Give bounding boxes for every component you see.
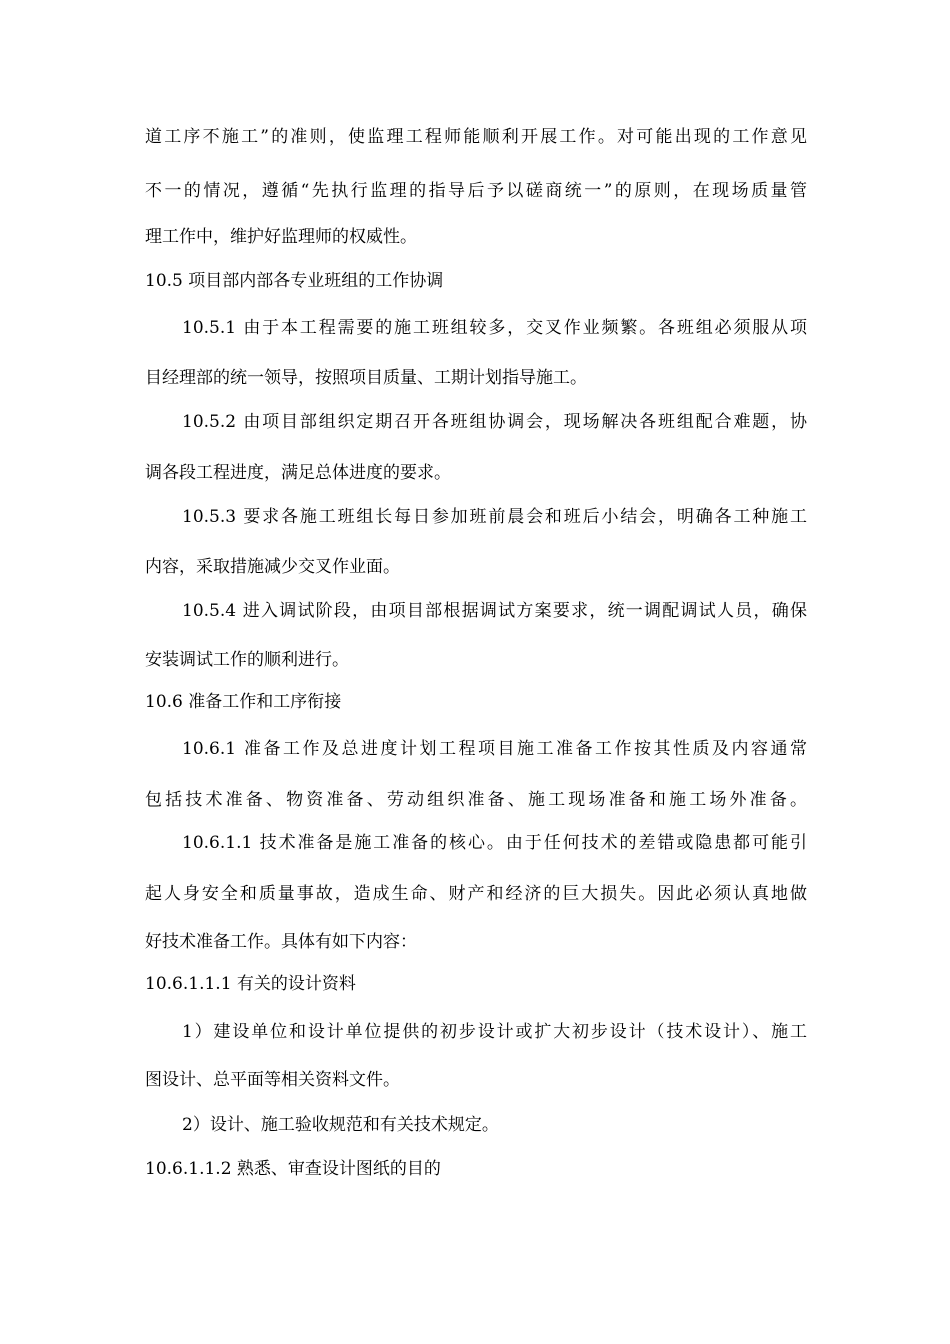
- section-heading: 10.6 准备工作和工序衔接: [145, 692, 342, 712]
- list-item: 1）建设单位和设计单位提供的初步设计或扩大初步设计（技术设计）、施工: [182, 1022, 807, 1042]
- body-line: 道工序不施工”的准则，使监理工程师能顺利开展工作。对可能出现的工作意见: [145, 127, 807, 147]
- body-line: 10.5.3 要求各施工班组长每日参加班前晨会和班后小结会，明确各工种施工: [182, 507, 807, 527]
- body-line: 10.6.1.1 技术准备是施工准备的核心。由于任何技术的差错或隐患都可能引: [182, 833, 807, 853]
- body-line: 内容，采取措施减少交叉作业面。: [145, 557, 400, 577]
- list-item: 2）设计、施工验收规范和有关技术规定。: [182, 1115, 499, 1135]
- body-line: 好技术准备工作。具体有如下内容：: [145, 932, 417, 952]
- body-line: 目经理部的统一领导，按照项目质量、工期计划指导施工。: [145, 368, 587, 388]
- body-line: 安装调试工作的顺利进行。: [145, 650, 349, 670]
- body-line: 10.6.1 准备工作及总进度计划工程项目施工准备工作按其性质及内容通常: [182, 739, 807, 759]
- body-line: 10.5.1 由于本工程需要的施工班组较多，交叉作业频繁。各班组必须服从项: [182, 318, 807, 338]
- body-line: 起人身安全和质量事故，造成生命、财产和经济的巨大损失。因此必须认真地做: [145, 884, 807, 904]
- body-line: 理工作中，维护好监理师的权威性。: [145, 227, 417, 247]
- body-line: 包括技术准备、物资准备、劳动组织准备、施工现场准备和施工场外准备。: [145, 790, 807, 810]
- body-line: 不一的情况，遵循“先执行监理的指导后予以磋商统一”的原则，在现场质量管: [145, 181, 807, 201]
- body-line: 10.5.2 由项目部组织定期召开各班组协调会，现场解决各班组配合难题，协: [182, 412, 807, 432]
- list-item: 图设计、总平面等相关资料文件。: [145, 1070, 400, 1090]
- subsection-heading: 10.6.1.1.1 有关的设计资料: [145, 974, 356, 994]
- section-heading: 10.5 项目部内部各专业班组的工作协调: [145, 271, 444, 291]
- body-line: 10.5.4 进入调试阶段，由项目部根据调试方案要求，统一调配调试人员，确保: [182, 601, 807, 621]
- body-line: 调各段工程进度，满足总体进度的要求。: [145, 463, 451, 483]
- subsection-heading: 10.6.1.1.2 熟悉、审查设计图纸的目的: [145, 1159, 441, 1179]
